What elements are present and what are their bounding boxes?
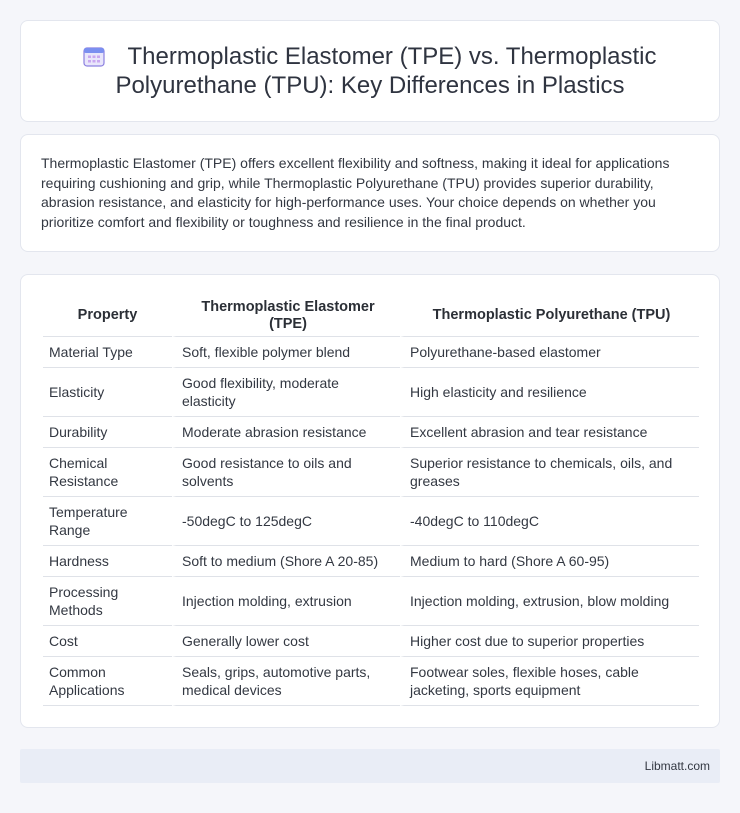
- row-property: Cost: [43, 626, 172, 657]
- row-tpe-value: Good resistance to oils and solvents: [172, 448, 400, 497]
- row-tpe-value: Moderate abrasion resistance: [172, 417, 400, 448]
- table-row: [43, 546, 699, 577]
- row-property: Temperature Range: [43, 497, 172, 546]
- row-tpu-value: Higher cost due to superior properties: [400, 626, 699, 657]
- row-property: Elasticity: [43, 368, 172, 417]
- row-property: Hardness: [43, 546, 172, 577]
- row-tpu-value: High elasticity and resilience: [400, 368, 699, 417]
- table-row: [43, 417, 699, 448]
- page-title-text: Thermoplastic Elastomer (TPE) vs. Thermoplastic Polyurethane (TPU): Key Differences in Plastics: [115, 43, 657, 99]
- row-tpu-value: Injection molding, extrusion, blow molding: [400, 577, 699, 626]
- table-row: [43, 448, 699, 497]
- row-tpu-value: Footwear soles, flexible hoses, cable jacketing, sports equipment: [400, 657, 699, 706]
- row-tpu-value: Excellent abrasion and tear resistance: [400, 417, 699, 448]
- table-row: [43, 626, 699, 657]
- row-property: Chemical Resistance: [43, 448, 172, 497]
- table-row: [43, 657, 699, 706]
- table-row: [43, 497, 699, 546]
- page-title: [61, 42, 679, 100]
- header-tpu: Thermoplastic Polyurethane (TPU): [400, 295, 699, 337]
- row-tpe-value: Generally lower cost: [172, 626, 400, 657]
- row-tpe-value: Injection molding, extrusion: [172, 577, 400, 626]
- intro-paragraph: Thermoplastic Elastomer (TPE) offers excellent flexibility and softness, making it ideal for applications requiring cushioning and grip, while Thermoplastic Polyurethane (TPU) provides superior durability, abrasion resistance, and elasticity for high-performance uses. Your choice depends on whether you prioritize comfort and flexibility or toughness and resilience in the final product.: [41, 155, 670, 230]
- row-tpe-value: -50degC to 125degC: [172, 497, 400, 546]
- table-row: [43, 337, 699, 368]
- comparison-table: [43, 295, 699, 706]
- row-tpu-value: -40degC to 110degC: [400, 497, 699, 546]
- header-property: Property: [43, 295, 172, 337]
- table-header-row: [43, 295, 699, 337]
- row-property: Material Type: [43, 337, 172, 368]
- row-tpe-value: Seals, grips, automotive parts, medical devices: [172, 657, 400, 706]
- row-tpu-value: Superior resistance to chemicals, oils, and greases: [400, 448, 699, 497]
- intro-card: [20, 134, 720, 252]
- table-row: [43, 577, 699, 626]
- row-tpe-value: Soft to medium (Shore A 20-85): [172, 546, 400, 577]
- row-property: Processing Methods: [43, 577, 172, 626]
- row-tpe-value: Soft, flexible polymer blend: [172, 337, 400, 368]
- comparison-card: [20, 274, 720, 728]
- row-property: Durability: [43, 417, 172, 448]
- row-tpe-value: Good flexibility, moderate elasticity: [172, 368, 400, 417]
- footer-site-link[interactable]: Libmatt.com: [644, 759, 710, 773]
- row-property: Common Applications: [43, 657, 172, 706]
- title-card: [20, 20, 720, 122]
- header-tpe: Thermoplastic Elastomer (TPE): [172, 295, 400, 337]
- calendar-icon: [83, 45, 105, 67]
- row-tpu-value: Medium to hard (Shore A 60-95): [400, 546, 699, 577]
- footer-bar: [20, 749, 720, 783]
- table-row: [43, 368, 699, 417]
- row-tpu-value: Polyurethane-based elastomer: [400, 337, 699, 368]
